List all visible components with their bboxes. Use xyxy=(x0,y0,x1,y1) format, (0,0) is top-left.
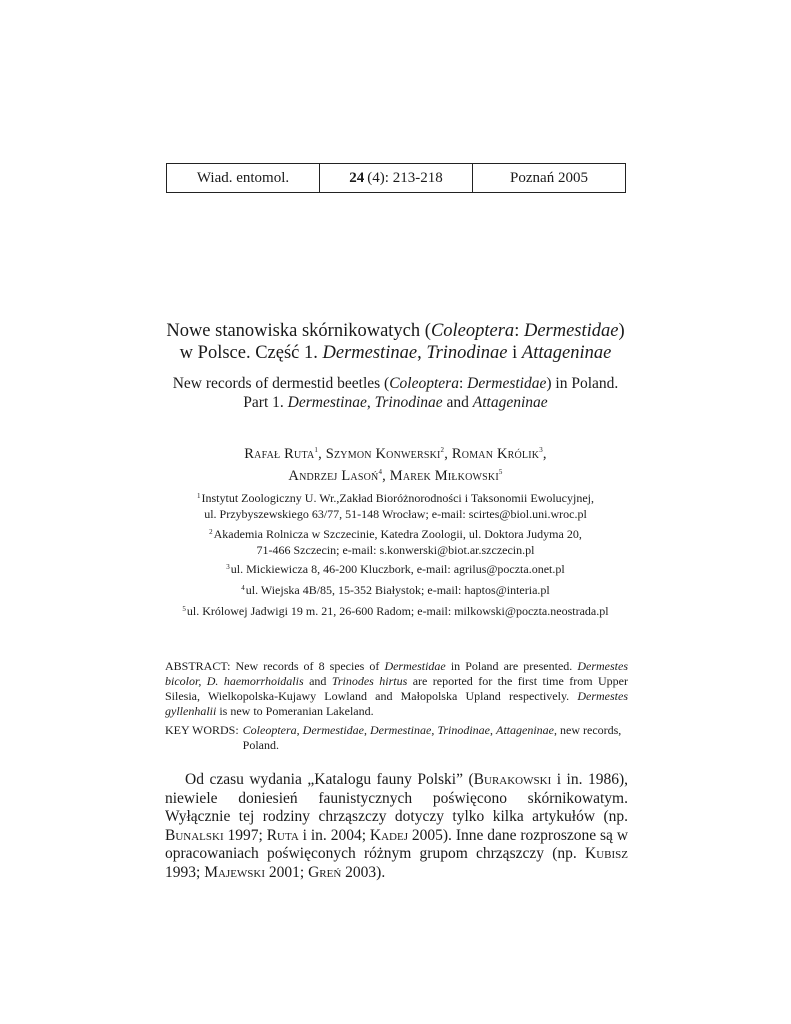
affiliation-text: Akademia Rolnicza w Szczecinie, Katedra Zoologii, ul. Doktora Judyma 20, xyxy=(213,527,582,541)
paper-title xyxy=(0,320,791,364)
journal-name xyxy=(167,164,320,192)
abstract-text: New records of 8 species of xyxy=(230,659,385,673)
title-taxon: Attageninae xyxy=(521,343,612,363)
keyword: Attageninae xyxy=(496,723,554,737)
author-line-1 xyxy=(0,441,791,463)
author-name: Marek Miłkowski xyxy=(389,468,499,484)
abstract-taxon: Dermestidae xyxy=(384,659,446,673)
author-affiliation-mark: 1 xyxy=(314,446,319,454)
title-taxon: Trinodinae xyxy=(426,343,508,363)
author-line-2 xyxy=(0,463,791,485)
affiliation-mark: 3 xyxy=(226,563,230,571)
author-separator: , xyxy=(542,446,547,462)
keywords-label: KEY WORDS: xyxy=(165,723,239,737)
author-name: Roman Królik xyxy=(451,446,540,462)
abstract-text: is new to Pomeranian Lakeland. xyxy=(216,704,374,718)
journal-name-text: Wiad. entomol. xyxy=(196,169,290,186)
journal-place-year xyxy=(473,164,625,192)
abstract-taxon: Trinodes hirtus xyxy=(331,674,408,688)
journal-volume-pages xyxy=(320,164,473,192)
body-text: 2003). xyxy=(341,863,386,881)
subtitle-text: and xyxy=(442,394,473,411)
abstract-text: and xyxy=(303,674,332,688)
body-text: 1993; xyxy=(165,863,205,881)
body-text: 2005). Inne dane rozproszone są w opracowaniach poświęconych różnym grupom chrząszczy (np. xyxy=(165,826,629,862)
keyword: Dermestidae xyxy=(302,723,364,737)
citation-author: Bunalski xyxy=(165,826,224,844)
citation-author: Kubisz xyxy=(585,845,628,862)
title-taxon: Dermestinae xyxy=(322,343,418,363)
affiliation-line xyxy=(0,525,791,543)
title-line-1 xyxy=(0,320,791,342)
citation-author: Ruta xyxy=(266,826,299,844)
affiliation-line xyxy=(0,543,791,559)
keyword: Dermestinae xyxy=(370,723,432,737)
subtitle-taxon: Attageninae xyxy=(472,394,548,411)
author-separator: , xyxy=(444,446,452,462)
affiliation-line xyxy=(0,507,791,523)
affiliation-line xyxy=(0,581,791,599)
author-affiliation-mark: 5 xyxy=(498,468,503,476)
citation-author: Majewski xyxy=(204,863,266,881)
affiliation-line xyxy=(0,560,791,578)
affiliation-text: Instytut Zoologiczny U. Wr.,Zakład Bioróżnorodności i Taksonomii Ewolucyjnej, xyxy=(201,491,594,505)
author-separator: , xyxy=(318,446,326,462)
subtitle-taxon: Trinodinae xyxy=(374,394,443,411)
affiliation-text: ul. Królowej Jadwigi 19 m. 21, 26-600 Radom; e-mail: milkowski@poczta.neostrada.pl xyxy=(186,604,609,618)
body-text: i in. 1986), niewiele doniesień faunistycznych poświęcono skórnikowatym. Wyłącznie tej rodziny chrząszczy dotyczy tylko kilka artykułów (np. xyxy=(165,771,629,825)
subtitle-line-1 xyxy=(0,374,791,393)
subtitle-taxon: Dermestidae xyxy=(467,375,547,392)
subtitle-text: : xyxy=(458,375,468,392)
affiliation-text: ul. Mickiewicza 8, 46-200 Kluczbork, e-mail: agrilus@poczta.onet.pl xyxy=(230,562,565,576)
citation-author: Burakowski xyxy=(473,771,552,788)
author-affiliation-mark: 2 xyxy=(440,446,445,454)
title-text: i xyxy=(507,343,522,363)
title-text: ) xyxy=(618,321,625,341)
journal-issue-pages: (4): 213-218 xyxy=(367,169,443,186)
abstract-taxon: Dermestes bicolor, D. haemorrhoidalis xyxy=(165,659,628,688)
affiliation-text: ul. Wiejska 4B/85, 15-352 Białystok; e-mail: haptos@interia.pl xyxy=(245,583,550,597)
subtitle-taxon: Coleoptera xyxy=(389,375,459,392)
author-name: Szymon Konwerski xyxy=(325,446,441,462)
author-name: Andrzej Lasoń xyxy=(288,468,379,484)
citation-author: Greń xyxy=(308,863,342,881)
subtitle-taxon: Dermestinae xyxy=(287,394,367,411)
title-taxon: Coleoptera xyxy=(430,321,515,341)
body-text: Od czasu wydania „Katalogu fauny Polski” ( xyxy=(185,771,474,788)
keyword-separator: , xyxy=(364,723,370,737)
abstract-label: ABSTRACT: xyxy=(165,659,231,673)
title-text: : xyxy=(514,321,524,341)
body-text: i in. 2004; xyxy=(298,826,370,844)
keywords xyxy=(165,723,628,753)
abstract-text: in Poland are presented. xyxy=(445,659,578,673)
affiliation-mark: 5 xyxy=(182,605,186,613)
affiliation-mark: 4 xyxy=(241,584,245,592)
citation-author: Kadej xyxy=(369,826,408,844)
body-text: 1997; xyxy=(223,826,267,844)
keyword-separator: , xyxy=(431,723,438,737)
keyword-separator: , xyxy=(296,723,303,737)
affiliation-mark: 1 xyxy=(196,492,201,500)
author-list xyxy=(0,441,791,485)
keywords-list xyxy=(243,723,628,753)
journal-place-year-text: Poznań 2005 xyxy=(510,169,588,186)
author-affiliation-mark: 3 xyxy=(539,446,543,454)
author-name: Rafał Ruta xyxy=(244,446,315,462)
affiliation-mark: 2 xyxy=(209,528,213,536)
affiliation-2 xyxy=(0,525,791,558)
abstract-taxon: Dermestes gyllenhalii xyxy=(165,689,628,718)
journal-header xyxy=(166,163,626,193)
subtitle-line-2 xyxy=(0,393,791,412)
title-line-2 xyxy=(0,342,791,364)
subtitle-text: ) in Poland. xyxy=(546,375,619,392)
journal-volume: 24 xyxy=(349,169,365,186)
subtitle-text: , xyxy=(366,394,375,411)
affiliation-4 xyxy=(0,581,791,599)
body-paragraph xyxy=(165,771,628,882)
author-affiliation-mark: 4 xyxy=(378,468,383,476)
keyword-separator: , xyxy=(490,723,497,737)
affiliation-text: ul. Przybyszewskiego 63/77, 51-148 Wrocław; e-mail: scirtes@biol.uni.wroc.pl xyxy=(204,506,587,521)
subtitle-text: Part 1. xyxy=(243,394,288,411)
keyword: Trinodinae xyxy=(437,723,491,737)
keyword: Coleoptera xyxy=(242,723,297,737)
affiliation-1 xyxy=(0,489,791,522)
affiliation-3 xyxy=(0,560,791,578)
affiliation-line xyxy=(0,602,791,620)
title-taxon: Dermestidae xyxy=(523,321,619,341)
title-text: , xyxy=(417,343,427,363)
title-text: Nowe stanowiska skórnikowatych ( xyxy=(166,321,431,341)
abstract xyxy=(165,659,628,719)
paper-subtitle xyxy=(0,374,791,412)
subtitle-text: New records of dermestid beetles ( xyxy=(172,375,390,392)
author-separator: , xyxy=(382,468,390,484)
affiliation-line xyxy=(0,489,791,507)
affiliation-5 xyxy=(0,602,791,620)
abstract-text: are reported for the first time from Upper Silesia, Wielkopolska-Kujawy Lowland and Małopolska Upland respectively. xyxy=(165,674,628,703)
title-text: w Polsce. Część 1. xyxy=(179,343,323,363)
body-text: 2001; xyxy=(265,863,309,881)
keywords-rest: , new records, Poland. xyxy=(242,723,622,752)
affiliation-text: 71-466 Szczecin; e-mail: s.konwerski@biot.ar.szczecin.pl xyxy=(256,542,535,557)
